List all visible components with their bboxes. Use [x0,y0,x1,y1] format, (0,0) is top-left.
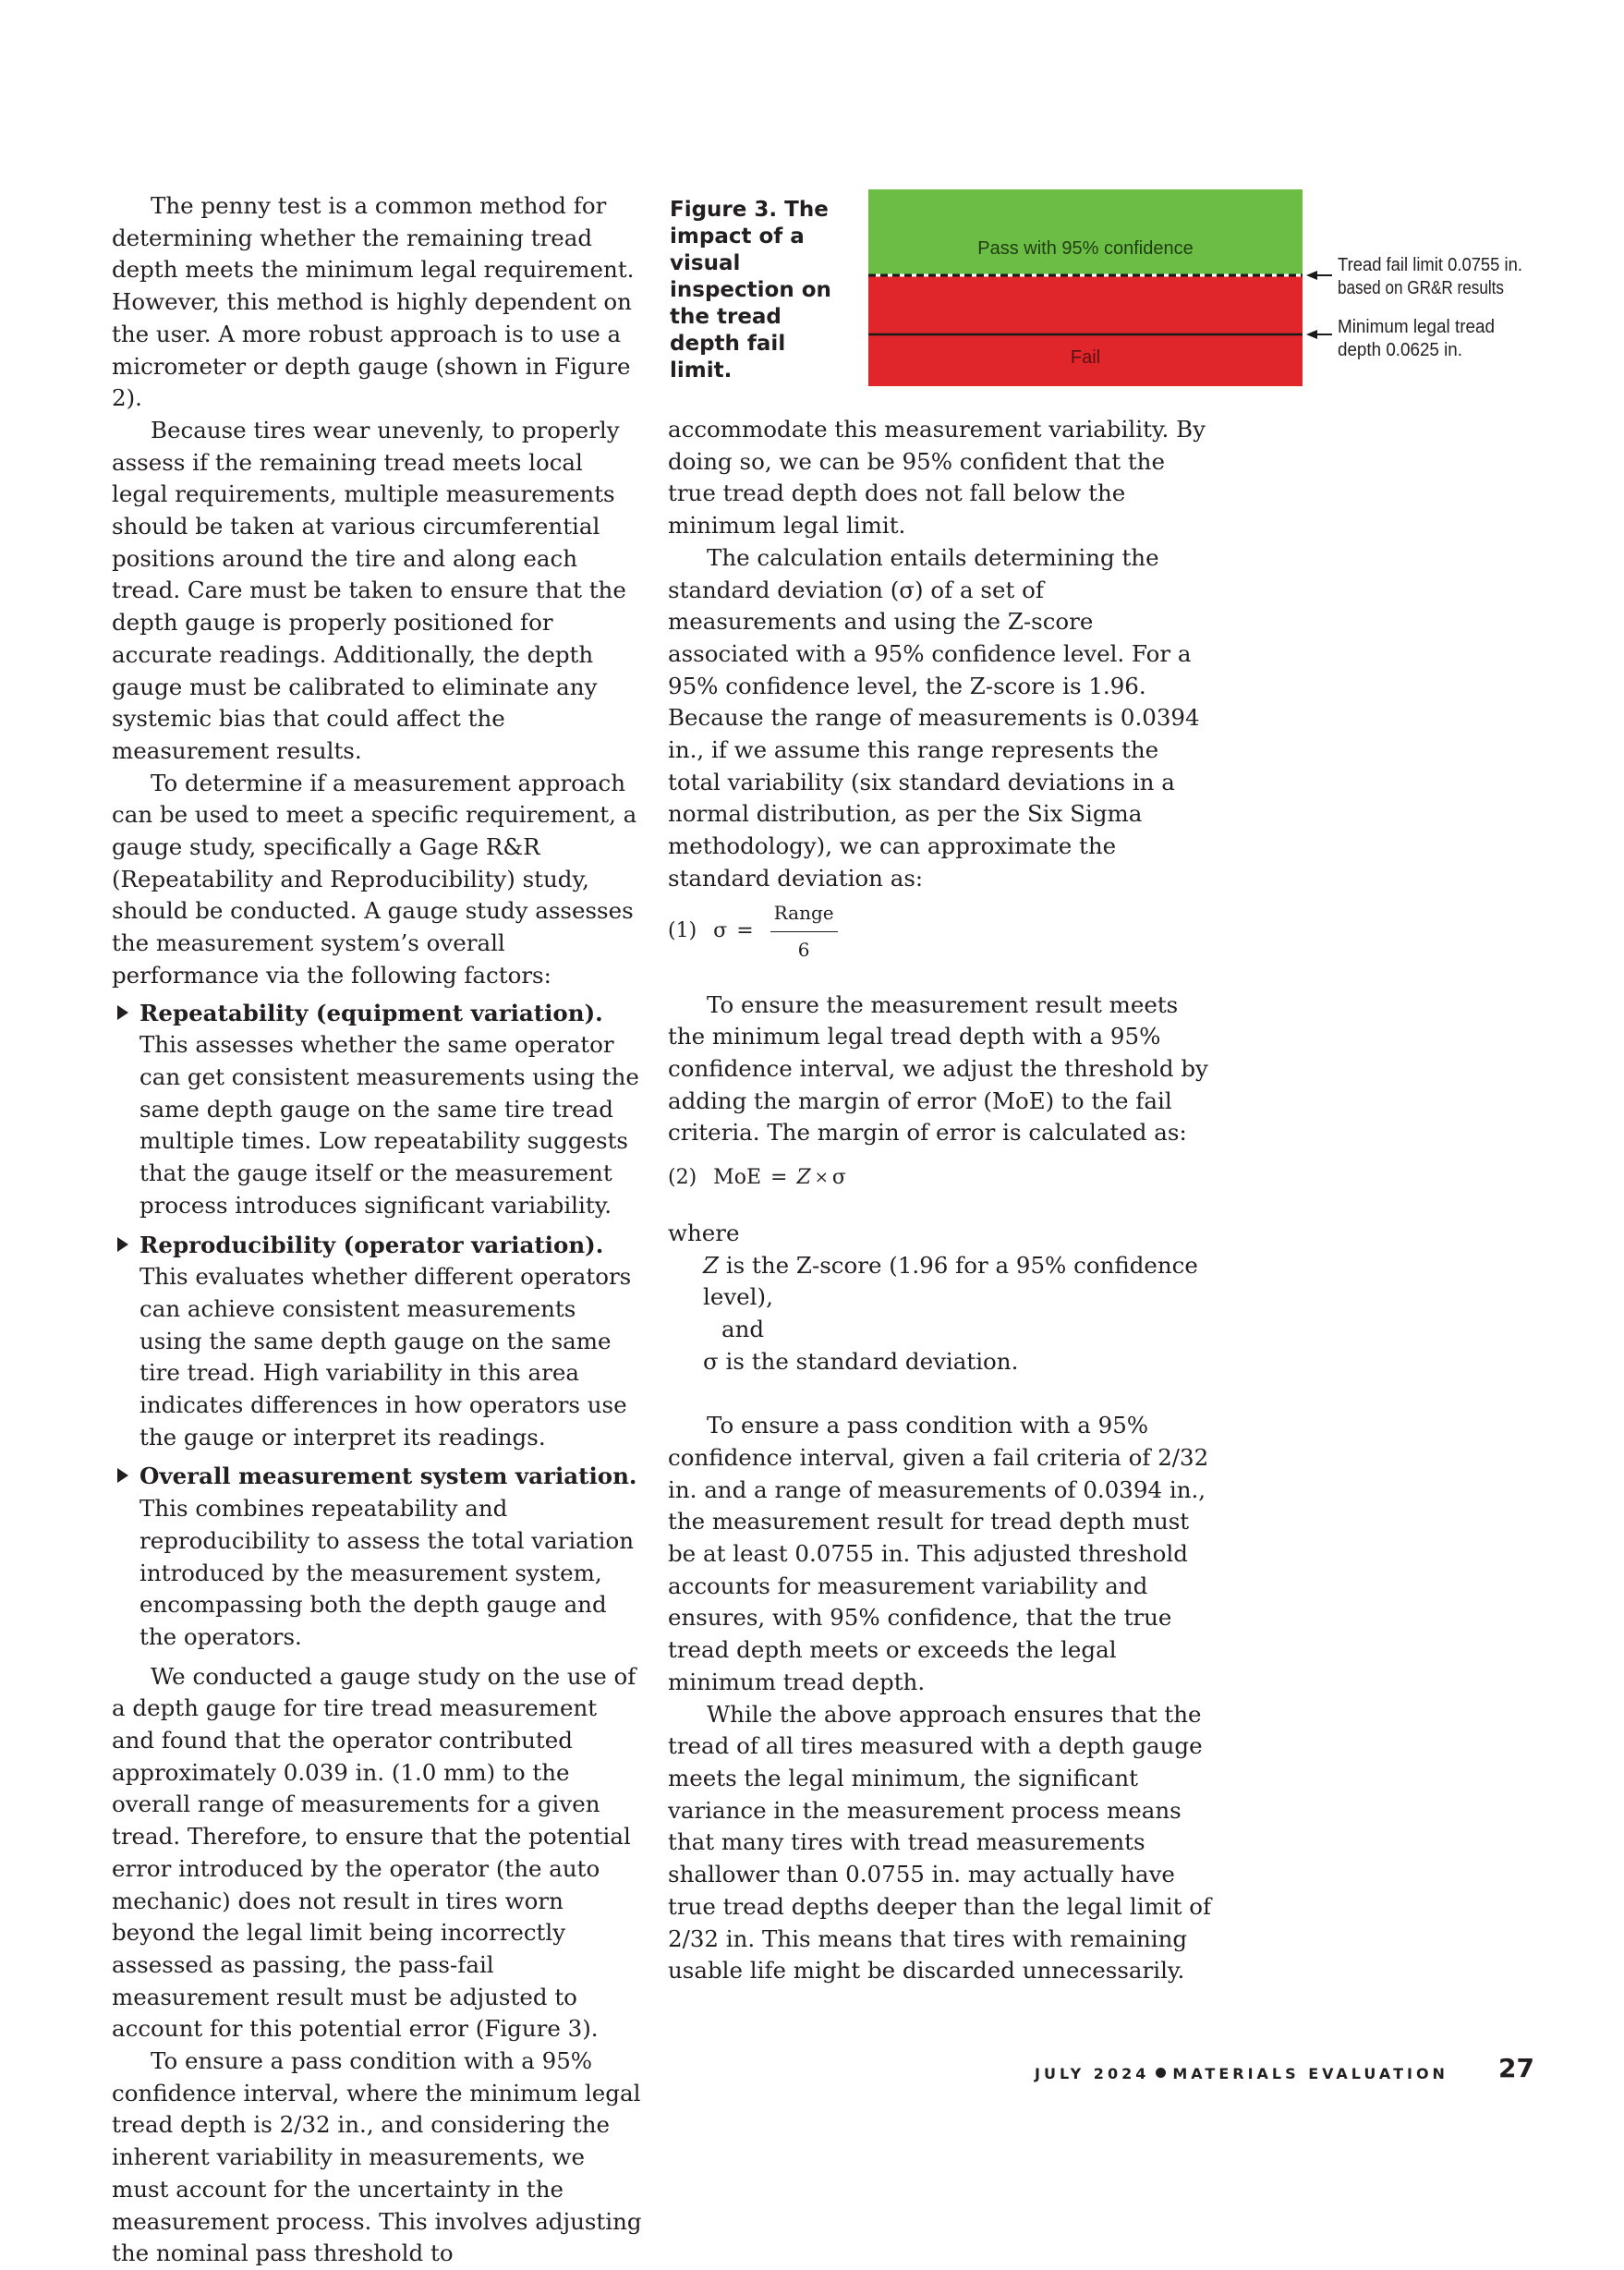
fraction-denominator: 6 [797,939,810,962]
equation-1 [668,902,1213,962]
equals-sign: = [736,919,754,943]
paragraph: The penny test is a common method for determining whether the remaining tread depth meets the minimum legal requirement. However, this method is highly dependent on the user. A more robust approach is to use a micrometer or depth gauge (shown in Figure 2). [112,192,635,412]
paragraph: To ensure a pass condition with a 95% confidence interval, given a fail criteria of 2/32 in. and a range of measurements of 0.0394 in., the measurement result for tread depth must be at least 0.0755 in. This adjusted threshold accounts for measurement variability and ensures, with 95% confidence, that the true tread depth meets or exceeds the legal minimum tread depth. [668,1412,1209,1695]
equation-2 [668,1162,1213,1194]
paragraph: To ensure the measurement result meets the minimum legal tread depth with a 95% confidence interval, we adjust the threshold by adding the margin of error (MoE) to the fail criteria. The margin of error is calculated as: [668,990,1208,1147]
equation-z: Z [796,1165,811,1189]
times-sign: × [814,1167,829,1187]
bullet-dot-icon [1156,2068,1166,2078]
paragraph: The calculation entails determining the standard deviation (σ) of a set of measurements and using the Z-score associated with a 95% confidence level. For a 95% confidence level, the Z-score is 1.96. Because the range of measurements is 0.0394 in., if we assume this range represents the total variability (six standard deviations in a normal distribution, as per the Six Sigma methodology), we can approximate the standard deviation as: [668,543,1200,892]
paragraph: Because tires wear unevenly, to properly assess if the remaining tread meets local legal requirements, multiple measurements should be taken at various circumferential positions around the tire and along each tread. Care must be taken to ensure that the depth gauge is properly positioned for accurate readings. Additionally, the depth gauge must be calibrated to eliminate any systemic bias that could affect the measurement results. [112,416,626,764]
minimum-legal-annotation-line2: depth 0.0625 in. [1338,340,1462,360]
bullet-text: This assesses whether the same operator can get consistent measurements using the same depth gauge on the same tire tread multiple times. Low repeatability suggests that the gauge itself or the measurement process introduces significant variability. [139,1031,639,1219]
definition-z [668,1250,1213,1314]
equation-number: (2) [668,1165,697,1189]
tread-fail-limit-annotation: Tread fail limit 0.0755 in. [1338,255,1522,275]
minimum-legal-annotation: Minimum legal tread [1338,317,1495,337]
page-number: 27 [1498,2053,1534,2083]
paragraph: accommodate this measurement variability. By doing so, we can be 95% confident that the true tread depth does not fall below the minimum legal limit. [668,416,1206,540]
bullet-title: Repeatability (equipment variation). [139,999,603,1026]
definition-sigma: σ is the standard deviation. [703,1347,1019,1375]
bullet-title: Overall measurement system variation. [139,1463,637,1490]
bullet-item [112,1461,643,1653]
equals-sign: = [770,1165,788,1189]
bullet-item [112,1230,643,1454]
right-column [668,414,1213,1987]
definition-z-text: is the Z-score (1.96 for a 95% confidence level), [703,1251,1198,1311]
triangle-bullet-icon [117,1468,128,1483]
paragraph: While the above approach ensures that the tread of all tires measured with a depth gauge meets the legal minimum, the significant variance in the measurement process means that many tires with tread measurements shallower than 0.0755 in. may actually have true tread depths deeper than the legal limit of 2/32 in. This means that tires with remaining usable life might be discarded unnecessarily. [668,1700,1212,1985]
bullet-item [112,998,643,1222]
arrow-head-icon [1306,330,1317,339]
triangle-bullet-icon [117,1005,128,1020]
pass-region [868,189,1303,275]
bullet-list [112,998,643,1654]
equation-number: (1) [668,919,697,943]
equation-sigma: σ [831,1165,846,1189]
where-label: where [668,1220,740,1247]
paragraph: We conducted a gauge study on the use of a depth gauge for tire tread measurement and found that the operator contributed approximately 0.039 in. (1.0 mm) to the overall range of measurements for a given tread. Therefore, to ensure that the potential error introduced by the operator (the auto mechanic) does not result in tires worn beyond the legal limit being incorrectly assessed as passing, the pass-fail measurement result must be adjusted to account for this potential error (Figure 3). [112,1662,636,2043]
footer-journal: MATERIALS EVALUATION [1172,2065,1448,2082]
paragraph: To ensure a pass condition with a 95% confidence interval, where the minimum legal tread depth is 2/32 in., and considering the inherent variability in measurements, we must account for the uncertainty in the measurement process. This involves adjusting the nominal pass threshold to [112,2047,642,2267]
paragraph: To determine if a measurement approach can be used to meet a specific requirement, a gauge study, specifically a Gage R&R (Repeatability and Reproducibility) study, should be conducted. A gauge study assesses the measurement system’s overall performance via the following factors: [112,769,637,989]
bullet-text: This evaluates whether different operators can achieve consistent measurements using the same depth gauge on the same tire tread. High variability in this area indicates differences in how operators use the gauge or interpret its readings. [139,1263,632,1451]
fail-label: Fail [1070,347,1101,368]
fraction-numerator: Range [770,897,838,932]
variable-z: Z [703,1251,720,1279]
definition-and: and [721,1316,765,1343]
figure-caption: Figure 3. The impact of a visual inspection on the tread depth fail limit. [670,198,831,382]
bullet-title: Reproducibility (operator variation). [139,1231,604,1258]
figure-3-diagram [868,189,1552,388]
triangle-bullet-icon [117,1237,128,1252]
left-column [112,190,643,2270]
equation-lhs: MoE [713,1165,762,1189]
footer-date: JULY 2024 [1035,2065,1150,2082]
fail-region [868,275,1303,386]
arrow-head-icon [1306,271,1317,280]
running-footer [1035,2065,1448,2082]
fraction [770,897,838,965]
bullet-text: This combines repeatability and reproducibility to assess the total variation introduced by the measurement system, encompassing both the depth gauge and the operators. [139,1495,635,1650]
pass-label: Pass with 95% confidence [977,238,1194,259]
tread-fail-limit-annotation-line2: based on GR&R results [1338,278,1504,298]
equation-lhs: σ [713,919,728,943]
